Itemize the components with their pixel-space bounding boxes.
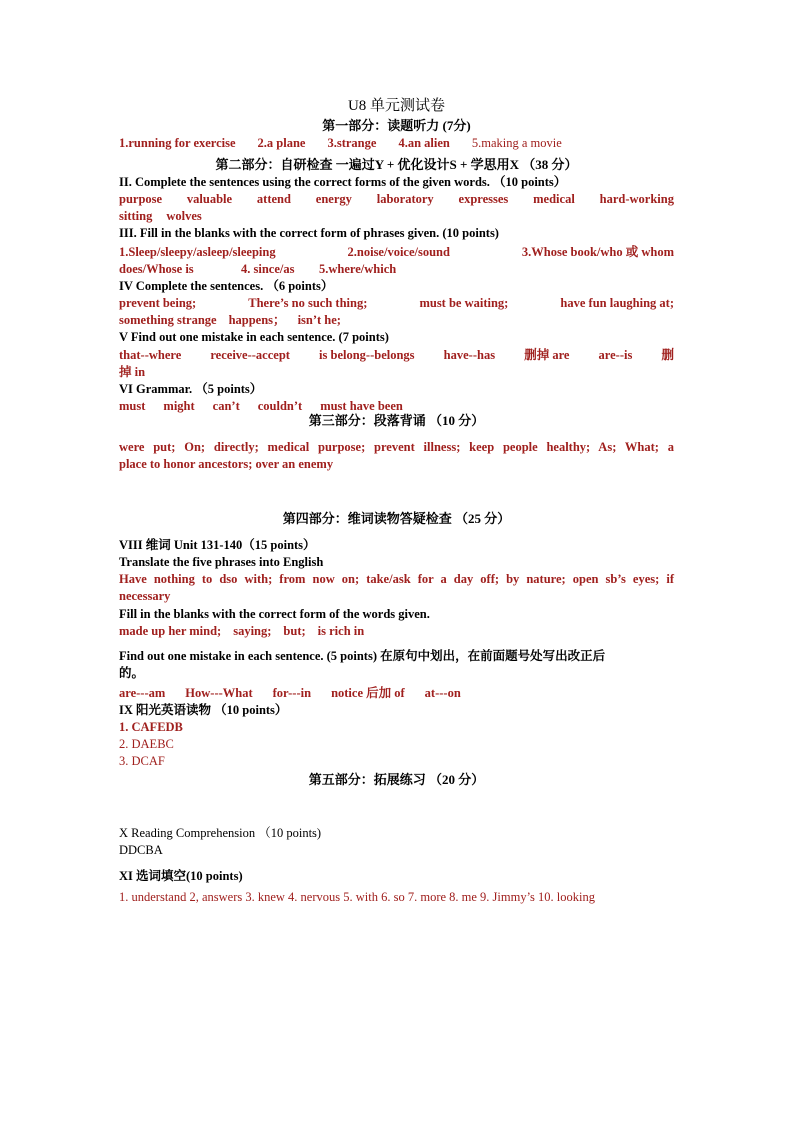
section4-answers-row1 (119, 295, 674, 312)
section5-answer: receive--accept (210, 348, 290, 362)
part1-answers (119, 135, 674, 152)
part3-heading: 第三部分：段落背诵 （10 分） (308, 413, 485, 428)
section3-answer: 3.Whose book/who 或 whom (521, 245, 674, 259)
section5-answer: 删掉 are (524, 348, 570, 362)
section6-answer: couldn’t (257, 399, 303, 413)
part1-answer-2: 2.a plane (257, 136, 306, 150)
section4-answer: There’s no such thing; (248, 296, 368, 310)
section4-answer: prevent being; (119, 296, 197, 310)
translate-answers-line1: Have nothing to dso with; from now on; take/ask for a day off; by nature; open sb’s eyes; if (119, 572, 674, 586)
section10-title-text: X Reading Comprehension （10 points) (119, 826, 322, 840)
translate-title: Translate the five phrases into English (119, 555, 324, 569)
part3-answers-line1: were put; On; directly; medical purpose; prevent illness; keep people healthy; As; What; a (119, 440, 674, 454)
fill-answer: made up her mind; (119, 624, 222, 638)
section3-answers-row2 (119, 261, 674, 278)
section3-answer: 5.where/which (319, 262, 397, 276)
answer-sheet (119, 96, 674, 906)
section5-answer: are--is (598, 348, 633, 362)
spacer (119, 528, 674, 537)
translate-answers-line2: necessary (119, 589, 171, 603)
spacer (119, 789, 674, 825)
section6-answer: can’t (212, 399, 240, 413)
part4-heading: 第四部分：维词读物答疑检查 （25 分） (282, 511, 511, 526)
fill-answer: is rich in (317, 624, 365, 638)
section3-answer: 2.noise/voice/sound (347, 245, 450, 259)
mistake-answer: for---in (272, 686, 312, 700)
section10-answer: DDCBA (119, 843, 163, 857)
part3-answers-line2: place to honor ancestors; over an enemy (119, 457, 334, 471)
mistake-title-line1: Find out one mistake in each sentence. (5 points) 在原句中划出，在前面题号处写出改正后 (119, 649, 606, 663)
fill-answer: saying; (233, 624, 272, 638)
section2-answer: attend (256, 192, 291, 206)
section2-answer: purpose (119, 192, 163, 206)
section2-answers-row2 (119, 208, 674, 225)
section4-answer: happens； (228, 313, 286, 327)
fill-answer: but; (283, 624, 306, 638)
mistake-answer: notice 后加 of (331, 686, 405, 700)
spacer (119, 473, 674, 509)
section4-answer: have fun laughing at; (560, 296, 674, 310)
section6-answer: must (119, 399, 146, 413)
mistake-answer: How---What (185, 686, 253, 700)
section9-answer-3: 3. DCAF (119, 754, 165, 768)
section5-answer: have--has (443, 348, 496, 362)
mistake-answer: at---on (424, 686, 461, 700)
section9-answer-1: 1. CAFEDB (119, 720, 183, 734)
mistake-answers (119, 685, 674, 702)
part1-answer-5: 5.making a movie (471, 136, 562, 150)
section3-title: III. Fill in the blanks with the correct form of phrases given. (10 points) (119, 226, 499, 240)
section2-answers-row1 (119, 191, 674, 208)
section2-answer: laboratory (376, 192, 434, 206)
section11-title: XI 选词填空(10 points) (119, 869, 243, 883)
spacer (119, 430, 674, 439)
section4-answer: isn’t he; (297, 313, 341, 327)
section3-answer: 4. since/as (241, 262, 295, 276)
page-title: U8 单元测试卷 (347, 98, 446, 114)
section4-answer: must be waiting; (419, 296, 509, 310)
section4-answers-row2 (119, 312, 674, 329)
section2-answer: valuable (186, 192, 233, 206)
section2-answer: medical (533, 192, 575, 206)
section4-answer: something strange (119, 313, 217, 327)
section5-answer: that--where (119, 348, 182, 362)
section2-answer: expresses (458, 192, 509, 206)
part1-heading: 第一部分：读题听力 (7分) (322, 118, 471, 133)
part5-heading: 第五部分：拓展练习 （20 分） (308, 772, 485, 787)
section4-title: IV Complete the sentences. （6 points） (119, 279, 334, 293)
section5-answers-row1 (119, 347, 674, 364)
section5-answer: 删 (661, 348, 674, 362)
section5-title: V Find out one mistake in each sentence. (7 points) (119, 330, 389, 344)
section3-answer: does/Whose is (119, 262, 194, 276)
section2-answer: hard-working (599, 192, 674, 206)
section6-answer: must have been (320, 399, 403, 413)
section3-answer: 1.Sleep/sleepy/asleep/sleeping (119, 245, 276, 259)
section9-title: IX 阳光英语读物 （10 points） (119, 703, 288, 717)
part1-answer-3: 3.strange (327, 136, 377, 150)
section6-title: VI Grammar. （5 points） (119, 382, 263, 396)
part1-answer-4: 4.an alien (398, 136, 450, 150)
fill-title: Fill in the blanks with the correct form of the words given. (119, 607, 430, 621)
part1-answer-1: 1.running for exercise (119, 136, 236, 150)
section2-title: II. Complete the sentences using the correct forms of the given words. （10 points） (119, 175, 567, 189)
mistake-title-line2: 的。 (119, 666, 145, 680)
section11-answers: 1. understand 2, answers 3. knew 4. nervous 5. with 6. so 7. more 8. me 9. Jimmy’s 10. looking (119, 890, 595, 904)
part2-heading: 第二部分：自研检查 一遍过Y + 优化设计S + 学思用X （38 分） (215, 157, 578, 172)
mistake-answer: are---am (119, 686, 166, 700)
section10-title (119, 825, 674, 842)
fill-answers (119, 623, 674, 640)
section2-answer: wolves (166, 209, 202, 223)
section9-answer-2: 2. DAEBC (119, 737, 174, 751)
section8-title: VIII 维词 Unit 131-140（15 points） (119, 538, 316, 552)
section3-answers-row1 (119, 244, 674, 261)
section2-answer: energy (315, 192, 352, 206)
section2-answer: sitting (119, 209, 153, 223)
section6-answer: might (163, 399, 195, 413)
section5-answer: is belong--belongs (319, 348, 415, 362)
section5-answers-row2: 掉 in (119, 365, 146, 379)
spacer (119, 859, 674, 868)
